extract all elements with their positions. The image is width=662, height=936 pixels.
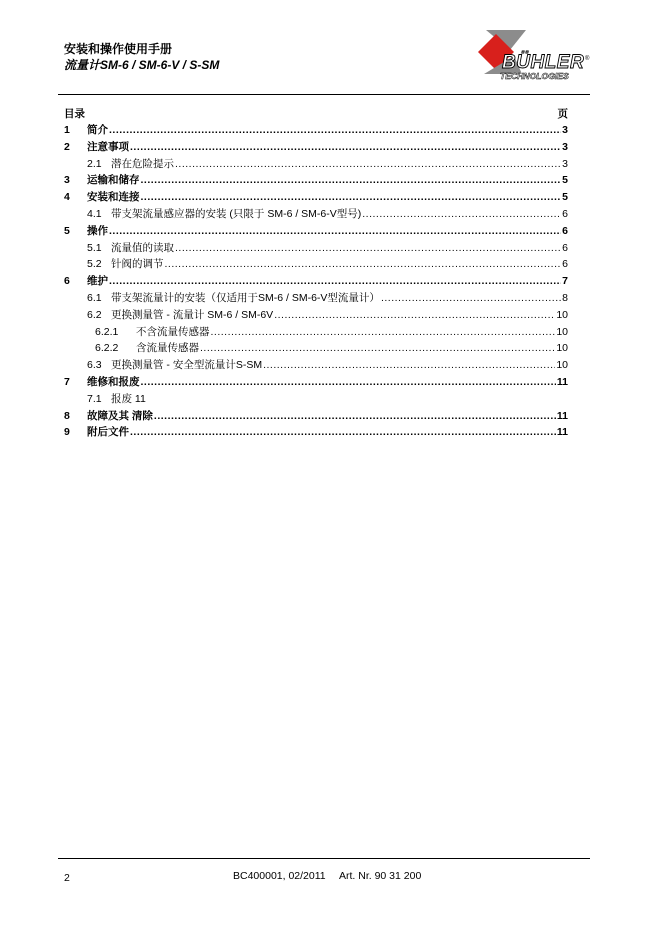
toc-leader <box>141 190 562 204</box>
toc-leader <box>109 224 561 238</box>
header-title: 安装和操作使用手册 <box>64 42 173 56</box>
toc-entry-5-2[interactable] <box>64 257 568 274</box>
toc-entry-page: 3 <box>562 140 568 153</box>
toc-entry-page: 7 <box>562 275 568 288</box>
toc-entry-3[interactable] <box>64 173 568 190</box>
toc-entry-number: 4 <box>64 191 70 204</box>
toc-entry-label: 操作 <box>87 224 108 237</box>
toc-leader <box>130 140 561 154</box>
toc-leader <box>362 207 561 221</box>
toc-entry-number: 2 <box>64 140 70 153</box>
toc-leader <box>141 173 562 187</box>
toc-entry-page: 6 <box>562 207 568 220</box>
toc-entry-number: 6 <box>64 275 70 288</box>
toc-entry-label: 更换测量管 - 流量计 SM-6 / SM-6V <box>111 308 274 321</box>
toc-entry-page: 11 <box>556 409 568 422</box>
toc-entry-6-1[interactable] <box>64 291 568 308</box>
footer-page-number: 2 <box>64 872 70 884</box>
toc-entry-label: 维修和报废 <box>87 375 140 388</box>
toc-entry-page: 11 <box>556 426 568 439</box>
toc-entry-page: 11 <box>556 375 568 388</box>
toc-entry-page: 6 <box>562 224 568 237</box>
toc-entry-label: 针阀的调节 <box>111 258 164 271</box>
toc-entry-number: 8 <box>64 409 70 422</box>
toc-entry-number: 2.1 <box>87 157 102 170</box>
toc-entry-page: 6 <box>562 258 568 271</box>
toc-page-label: 页 <box>557 108 568 120</box>
toc-entry-number: 9 <box>64 426 70 439</box>
toc-leader <box>200 341 555 355</box>
toc-entry-page: 3 <box>562 157 568 170</box>
toc-entry-page: 5 <box>562 191 568 204</box>
toc-entry-page: 3 <box>562 124 568 136</box>
toc-entry-page: 10 <box>556 359 568 372</box>
footer-doc-code: BC400001, 02/2011 <box>233 870 326 882</box>
toc-entry-label: 更换测量管 - 安全型流量计S-SM <box>111 359 263 372</box>
toc-leader <box>109 274 561 288</box>
toc-entry-label: 带支架流量计的安装（仅适用于SM-6 / SM-6-V型流量计） <box>111 291 380 304</box>
toc-entry-9[interactable] <box>64 425 568 442</box>
toc-entry-4-1[interactable] <box>64 207 568 224</box>
toc-entry-number: 4.1 <box>87 207 102 220</box>
toc-entry-number: 6.2.2 <box>95 342 119 355</box>
toc-entry-6[interactable] <box>64 274 568 291</box>
toc-leader <box>274 308 555 322</box>
toc-entry-number: 6.2.1 <box>95 325 119 338</box>
toc-entry-number: 6.3 <box>87 359 102 372</box>
toc-entry-7-1[interactable] <box>64 392 568 409</box>
toc-entry-label: 安装和连接 <box>87 191 140 204</box>
toc-entry-6-2-1[interactable] <box>64 325 568 342</box>
toc-entry-page: 10 <box>556 308 568 321</box>
toc-entry-number: 3 <box>64 174 70 187</box>
toc-entry-label: 含流量传感器 <box>136 342 199 355</box>
toc-entry-number: 6.2 <box>87 308 102 321</box>
toc-entry-2-1[interactable] <box>64 157 568 174</box>
logo-tagline: TECHNOLOGIES <box>500 71 569 81</box>
toc-entry-label: 附后文件 <box>87 426 129 439</box>
toc-entry-label: 注意事项 <box>87 140 129 153</box>
toc-leader <box>141 375 556 389</box>
toc-entry-4[interactable] <box>64 190 568 207</box>
toc-entry-label: 流量值的读取 <box>111 241 174 254</box>
logo-registered: ® <box>585 56 590 62</box>
toc-entry-6-2[interactable] <box>64 308 568 325</box>
toc-leader <box>175 157 561 171</box>
toc-entry-label: 简介 <box>87 124 108 136</box>
toc-entry-8[interactable] <box>64 409 568 426</box>
toc-entry-label: 运输和储存 <box>87 174 140 187</box>
toc-entry-number: 5 <box>64 224 70 237</box>
toc-leader <box>130 425 556 439</box>
toc-entry-6-3[interactable] <box>64 358 568 375</box>
logo-brand-name: BÜHLER <box>502 52 585 73</box>
toc-leader <box>154 409 556 423</box>
toc-entry-7[interactable] <box>64 375 568 392</box>
header-divider <box>58 94 590 95</box>
toc-entry-number: 5.2 <box>87 258 102 271</box>
toc-entry-number: 5.1 <box>87 241 102 254</box>
buhler-logo <box>474 30 592 82</box>
toc-entry-label: 不含流量传感器 <box>136 325 210 338</box>
toc-leader <box>109 123 561 137</box>
toc-entry-label: 报废 11 <box>111 392 146 405</box>
toc-entry-page: 5 <box>562 174 568 187</box>
footer-divider <box>58 858 590 859</box>
toc-entry-5-1[interactable] <box>64 241 568 258</box>
toc-leader <box>175 241 561 255</box>
toc-entry-1[interactable] <box>64 123 568 140</box>
toc-header <box>64 106 568 120</box>
toc-entry-6-2-2[interactable] <box>64 341 568 358</box>
toc-leader <box>381 291 561 305</box>
toc-entry-number: 7.1 <box>87 392 102 405</box>
toc-entry-5[interactable] <box>64 224 568 241</box>
toc-leader <box>165 257 562 271</box>
toc-title: 目录 <box>64 108 85 120</box>
footer-article-number: Art. Nr. 90 31 200 <box>339 870 422 882</box>
table-of-contents <box>64 123 568 442</box>
toc-entry-label: 故障及其 清除 <box>87 409 153 422</box>
toc-leader <box>211 325 556 339</box>
toc-entry-page: 10 <box>556 342 568 355</box>
toc-entry-page: 10 <box>556 325 568 338</box>
toc-entry-label: 潜在危险提示 <box>111 157 174 170</box>
toc-entry-label: 维护 <box>87 275 108 288</box>
toc-entry-label: 带支架流量感应器的安装 (只限于 SM-6 / SM-6-V型号) <box>111 207 362 220</box>
toc-leader <box>263 358 555 372</box>
header-subtitle: 流量计SM-6 / SM-6-V / S-SM <box>64 58 220 72</box>
toc-entry-number: 6.1 <box>87 291 102 304</box>
toc-entry-number: 7 <box>64 375 70 388</box>
toc-entry-number: 1 <box>64 124 70 136</box>
toc-entry-page: 6 <box>562 241 568 254</box>
toc-entry-page: 8 <box>562 291 568 304</box>
toc-entry-2[interactable] <box>64 140 568 157</box>
